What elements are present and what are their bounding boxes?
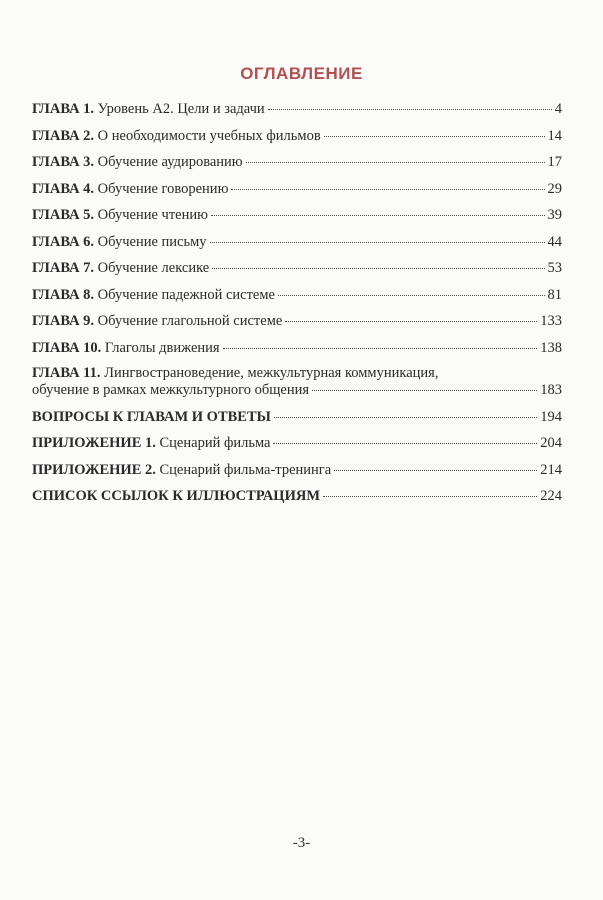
dot-leader: [278, 295, 545, 296]
dot-leader: [273, 443, 537, 444]
toc-entry-page: 4: [554, 101, 562, 117]
toc-entry-label: ГЛАВА 10.: [32, 339, 102, 356]
toc-entry-label: ГЛАВА 4.: [32, 180, 95, 197]
toc-entry-page: 53: [547, 260, 562, 276]
toc-entry-page: 29: [547, 180, 562, 197]
page-number: -3-: [292, 835, 311, 851]
toc-entry-chapter-11: [32, 365, 562, 399]
toc-entry-label: ПРИЛОЖЕНИЕ 1.: [32, 435, 156, 451]
dot-leader: [211, 215, 545, 216]
toc-entry-chapter-10: [32, 339, 562, 357]
toc-entry-page: 224: [540, 488, 562, 504]
toc-entry-page: 183: [540, 382, 562, 398]
toc-entry-chapter-8: [32, 286, 562, 304]
toc-entry-page: 81: [547, 286, 562, 303]
toc-entry-title: Уровень А2. Цели и задачи: [97, 101, 265, 117]
toc-entry-title: Глаголы движения: [104, 339, 220, 356]
toc-entry-label: ГЛАВА 9.: [32, 313, 95, 329]
toc-entry-page: 214: [540, 461, 562, 478]
toc-entry-appendix-1: [32, 434, 562, 452]
toc-entry-chapter-7: [32, 259, 562, 277]
dot-leader: [323, 496, 537, 497]
toc-entry-title: Сценарий фильма: [159, 435, 271, 451]
toc-entry-chapter-9: [32, 312, 562, 330]
dot-leader: [274, 417, 537, 418]
toc-entry-chapter-2: [32, 127, 562, 145]
toc-entry-page: 44: [547, 233, 562, 250]
table-of-contents: [32, 100, 562, 514]
toc-entry-title: Обучение аудированию: [97, 154, 243, 170]
toc-entry-page: 138: [540, 339, 562, 356]
toc-entry-page: 194: [540, 408, 562, 425]
dot-leader: [231, 189, 544, 190]
toc-entry-label: ГЛАВА 11.: [32, 365, 101, 381]
toc-entry-title-line2: обучение в рамках межкультурного общения: [32, 382, 310, 398]
toc-entry-label: ГЛАВА 2.: [32, 127, 95, 144]
toc-entry-chapter-6: [32, 233, 562, 251]
toc-entry-page: 204: [540, 435, 562, 451]
dot-leader: [246, 162, 545, 163]
toc-entry-label: ГЛАВА 1.: [32, 101, 95, 117]
toc-entry-page: 17: [547, 154, 562, 170]
toc-entry-label: ГЛАВА 7.: [32, 260, 95, 276]
toc-entry-chapter-3: [32, 153, 562, 171]
toc-entry-title: Обучение чтению: [97, 207, 208, 223]
toc-entry-chapter-4: [32, 180, 562, 198]
toc-entry-label: ГЛАВА 8.: [32, 286, 95, 303]
toc-entry-questions: [32, 408, 562, 426]
toc-entry-label: ПРИЛОЖЕНИЕ 2.: [32, 461, 156, 478]
toc-entry-title: Обучение глагольной системе: [97, 313, 283, 329]
toc-entry-title: ВОПРОСЫ К ГЛАВАМ И ОТВЕТЫ: [32, 408, 271, 425]
toc-entry-title: Обучение письму: [97, 233, 207, 250]
dot-leader: [285, 321, 537, 322]
toc-entry-page: 133: [540, 313, 562, 329]
toc-entry-title: Сценарий фильма-тренинга: [159, 461, 332, 478]
dot-leader: [312, 390, 537, 391]
dot-leader: [268, 109, 552, 110]
toc-entry-appendix-2: [32, 461, 562, 479]
dot-leader: [334, 470, 537, 471]
toc-entry-chapter-5: [32, 206, 562, 224]
toc-entry-label: ГЛАВА 6.: [32, 233, 95, 250]
toc-entry-title: Обучение падежной системе: [97, 286, 275, 303]
toc-entry-label: ГЛАВА 5.: [32, 207, 95, 223]
toc-entry-title: Обучение говорению: [97, 180, 229, 197]
toc-heading: ОГЛАВЛЕНИЕ: [240, 64, 363, 83]
toc-entry-illustrations: [32, 487, 562, 505]
toc-entry-chapter-1: [32, 100, 562, 118]
dot-leader: [324, 136, 545, 137]
dot-leader: [223, 348, 538, 349]
toc-entry-title-line1: Лингвострановедение, межкультурная коммуникация,: [104, 365, 439, 381]
toc-entry-page: 39: [547, 207, 562, 223]
dot-leader: [212, 268, 544, 269]
toc-entry-label: ГЛАВА 3.: [32, 154, 95, 170]
toc-entry-page: 14: [547, 127, 562, 144]
toc-entry-title: Обучение лексике: [97, 260, 210, 276]
toc-entry-title: СПИСОК ССЫЛОК К ИЛЛЮСТРАЦИЯМ: [32, 488, 321, 504]
dot-leader: [210, 242, 545, 243]
toc-entry-title: О необходимости учебных фильмов: [97, 127, 321, 144]
